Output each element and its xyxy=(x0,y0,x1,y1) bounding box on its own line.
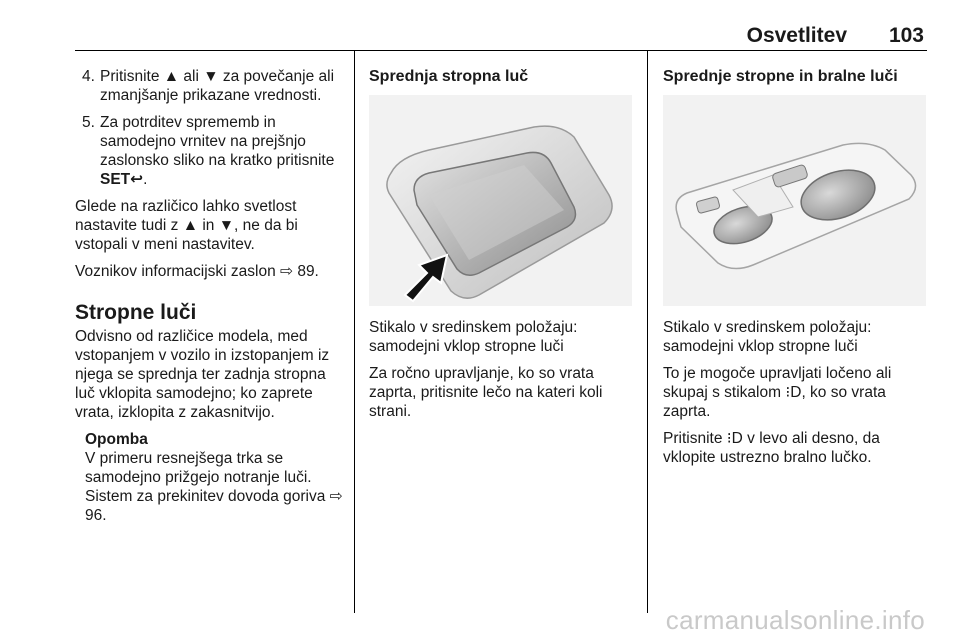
set-button-label: SET↩ xyxy=(100,171,144,188)
note-text: V primeru resnejšega trka se samodejno prižgejo notranje luči. Sistem za prekinitev dovoda goriva ⇨ 96. xyxy=(85,450,343,524)
list-text: Pritisnite ▲ ali ▼ za povečanje ali zmanjšanje prikazane vrednosti. xyxy=(100,68,335,104)
list-item-5 xyxy=(75,113,343,189)
right-column xyxy=(663,67,928,475)
section-heading: Stropne luči xyxy=(75,301,197,324)
left-column xyxy=(75,67,343,525)
list-item-4 xyxy=(75,67,343,105)
column-divider-1 xyxy=(354,50,355,613)
list-number: 5. xyxy=(82,114,95,131)
watermark: carmanualsonline.info xyxy=(665,605,925,635)
reading-lights-drawing xyxy=(663,95,926,306)
paragraph: Stikalo v sredinskem položaju: samodejni vklop stropne luči xyxy=(663,319,872,355)
page-header xyxy=(75,22,927,51)
paragraph: To je mogoče upravljati ločeno ali skupaj s stikalom ⁝D, ko so vrata zaprta. xyxy=(663,365,892,420)
list-number: 4. xyxy=(82,68,95,85)
paragraph: Pritisnite ⁝D v levo ali desno, da vklopite ustrezno bralno lučko. xyxy=(663,430,880,466)
list-text-end: . xyxy=(143,171,148,188)
front-ceiling-light-illustration xyxy=(369,95,632,306)
front-ceiling-reading-lights-illustration xyxy=(663,95,926,306)
section-heading: Sprednje stropne in bralne luči xyxy=(663,68,898,85)
page-number: 103 xyxy=(888,24,924,47)
note-box xyxy=(75,430,343,525)
paragraph: Odvisno od različice modela, med vstopanjem v vozilo in izstopanjem iz njega se sprednja ter zadnja stropna luč vklopita samodejno; ko zaprete vrata, izklopita z zakasnitvijo. xyxy=(75,328,330,421)
page-title: Osvetlitev xyxy=(746,24,847,47)
paragraph: Stikalo v sredinskem položaju: samodejni vklop stropne luči xyxy=(369,319,578,355)
paragraph-reference: Voznikov informacijski zaslon ⇨ 89. xyxy=(75,263,319,280)
paragraph: Za ročno upravljanje, ko so vrata zaprta, pritisnite lečo na kateri koli strani. xyxy=(369,365,603,420)
section-heading: Sprednja stropna luč xyxy=(369,68,529,85)
ceiling-light-drawing xyxy=(369,95,632,306)
paragraph: Glede na različico lahko svetlost nastavite tudi z ▲ in ▼, ne da bi vstopali v meni nastavitev. xyxy=(75,198,298,253)
middle-column xyxy=(369,67,635,429)
column-divider-2 xyxy=(647,50,648,613)
note-label: Opomba xyxy=(85,431,148,448)
list-text: Za potrditev sprememb in samodejno vrnitev na prejšnjo zaslonsko sliko na kratko pritisnite xyxy=(100,114,335,169)
